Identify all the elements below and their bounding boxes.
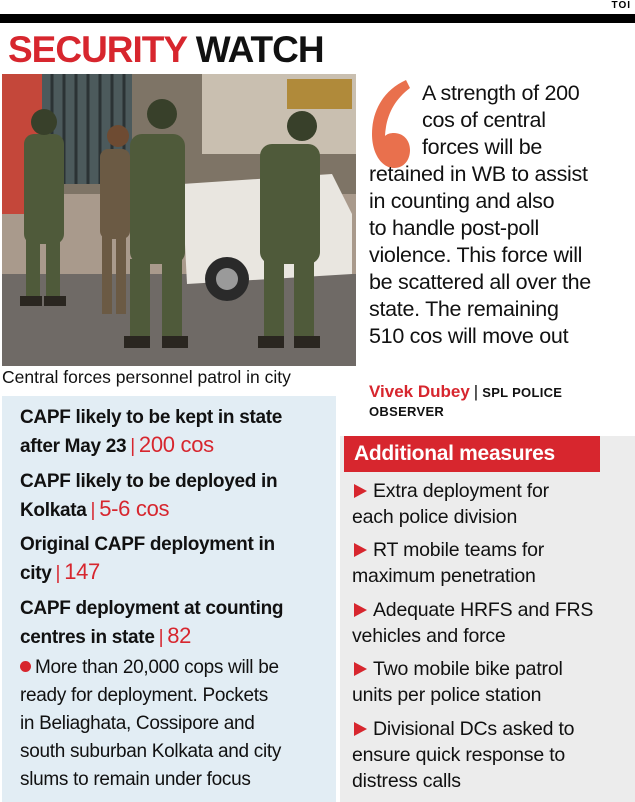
quote-line: to handle post-poll: [369, 216, 540, 240]
stat-item: CAPF likely to be kept in state after May 23 | 200 cos: [20, 407, 283, 457]
stats-panel: [2, 396, 336, 802]
measure-item: [352, 597, 632, 649]
measure-line: RT mobile teams for: [373, 539, 545, 561]
headline-rest: WATCH: [195, 29, 324, 70]
stat-note: [20, 654, 330, 794]
measure-line: Two mobile bike patrol: [373, 658, 563, 680]
measure-line: maximum penetration: [352, 565, 536, 587]
stat-label-line: Original CAPF deployment in: [20, 534, 275, 555]
stat-label-line: Kolkata: [20, 500, 87, 521]
stat-label-line: city: [20, 563, 52, 584]
measure-item: [352, 716, 632, 794]
stat-note-line: in Beliaghata, Cossipore and: [20, 713, 255, 734]
quote-line: cos of central: [422, 108, 546, 132]
bullet-dot-icon: [20, 661, 31, 672]
arrow-right-icon: [354, 603, 367, 617]
measure-line: distress calls: [352, 770, 461, 792]
stat-label-line: CAPF deployment at counting: [20, 598, 284, 619]
arrow-right-icon: [354, 662, 367, 676]
patrol-photo-illustration: [2, 74, 356, 366]
stat-item: CAPF deployment at counting centres in state | 82: [20, 598, 284, 648]
quote-byline: Vivek Dubey | SPL POLICE OBSERVER: [369, 382, 563, 419]
measure-line: units per police station: [352, 684, 542, 706]
stat-value: 5-6 cos: [99, 496, 170, 521]
stat-label-line: CAPF likely to be kept in state: [20, 407, 283, 428]
photo-caption: Central forces personnel patrol in city: [2, 367, 291, 387]
source-tag: TOI: [611, 0, 631, 11]
quote-line: 510 cos will move out: [369, 324, 569, 348]
quote-author: Vivek Dubey: [369, 382, 470, 401]
top-rule: [0, 14, 635, 23]
measure-item: [352, 537, 632, 589]
measure-line: Adequate HRFS and FRS: [373, 599, 594, 621]
stat-item: CAPF likely to be deployed in Kolkata | 5-6 cos: [20, 471, 278, 521]
measure-line: Extra deployment for: [373, 480, 549, 502]
stat-note-line: south suburban Kolkata and city: [20, 741, 282, 762]
arrow-right-icon: [354, 543, 367, 557]
measures-panel: [340, 436, 635, 802]
quote-text: [369, 80, 631, 350]
measure-line: vehicles and force: [352, 625, 506, 647]
stat-note-line: slums to remain under focus: [20, 769, 251, 790]
stat-note-line: ready for deployment. Pockets: [20, 685, 268, 706]
stat-label-line: CAPF likely to be deployed in: [20, 471, 278, 492]
quote-line: violence. This force will: [369, 243, 583, 267]
quote-line: retained in WB to assist: [369, 162, 588, 186]
headline-kicker: SECURITY: [8, 29, 187, 70]
measures-title: Additional measures: [344, 436, 600, 472]
measure-line: each police division: [352, 506, 518, 528]
stat-label-line: centres in state: [20, 627, 155, 648]
measure-line: ensure quick response to: [352, 744, 566, 766]
stat-note-line: More than 20,000 cops will be: [35, 657, 279, 678]
quote-author-role: SPL POLICE OBSERVER: [369, 385, 563, 419]
stat-label-line: after May 23: [20, 436, 127, 457]
arrow-right-icon: [354, 722, 367, 736]
stat-value: 200 cos: [138, 432, 214, 457]
stat-value: 147: [64, 559, 100, 584]
quote-line: state. The remaining: [369, 297, 559, 321]
headline: [8, 28, 324, 72]
measure-line: Divisional DCs asked to: [373, 718, 575, 740]
stat-value: 82: [167, 623, 192, 648]
news-photo: [2, 74, 356, 366]
quote-line: forces will be: [422, 135, 543, 159]
quote-line: be scattered all over the: [369, 270, 591, 294]
measure-item: [352, 656, 632, 708]
arrow-right-icon: [354, 484, 367, 498]
measure-item: [352, 478, 632, 530]
stat-item: Original CAPF deployment in city | 147: [20, 534, 275, 584]
quote-line: A strength of 200: [422, 81, 580, 105]
quote-line: in counting and also: [369, 189, 555, 213]
